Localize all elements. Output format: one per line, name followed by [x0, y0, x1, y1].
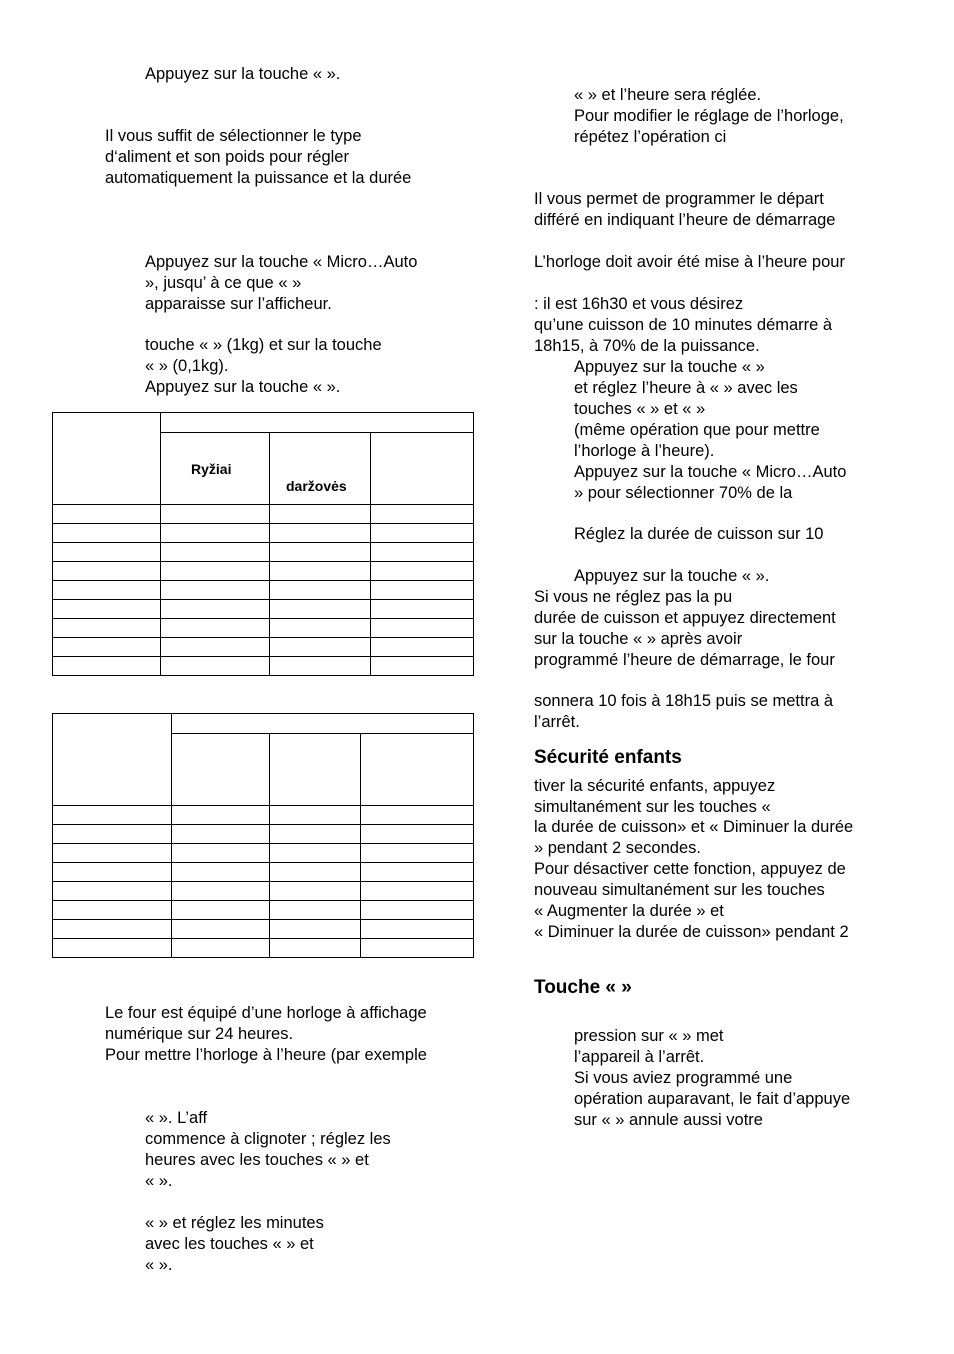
right-p3: L’horloge doit avoir été mise à l’heure pour	[534, 253, 845, 271]
right-p4-line3: 18h15, à 70% de la puissance.	[534, 337, 760, 355]
left-p3-line1: Appuyez sur la touche « Micro…Auto	[145, 253, 418, 271]
right-p8-line4: programmé l’heure de démarrage, le four	[534, 651, 835, 669]
left-p4-line3: Appuyez sur la touche « ».	[145, 378, 341, 396]
right-p4-line2: qu’une cuisson de 10 minutes démarre à	[534, 316, 833, 334]
left-p7-line2: avec les touches « » et	[145, 1235, 314, 1253]
food-table-1	[52, 412, 474, 676]
left-p2-line3: automatiquement la puissance et la durée	[105, 169, 412, 187]
right-p9-line1: sonnera 10 fois à 18h15 puis se mettra à	[534, 692, 834, 710]
left-p3-line2: », jusqu’ à ce que « »	[145, 274, 302, 292]
right-p11-line2: l’appareil à l’arrêt.	[574, 1048, 705, 1066]
right-p10-line5: Pour désactiver cette fonction, appuyez de	[534, 860, 846, 878]
right-p5-line1: Appuyez sur la touche « »	[574, 358, 765, 376]
right-p9-line2: l’arrêt.	[534, 713, 580, 731]
right-p10-line3: la durée de cuisson» et « Diminuer la durée	[534, 818, 854, 836]
right-p10-line7: « Augmenter la durée » et	[534, 902, 724, 920]
right-p5-line5: l’horloge à l’heure).	[574, 442, 715, 460]
right-p5-line3: touches « » et « »	[574, 400, 706, 418]
right-p10-line1: tiver la sécurité enfants, appuyez	[534, 777, 776, 795]
right-p2-line2: différé en indiquant l’heure de démarrage	[534, 211, 836, 229]
right-p8-line3: sur la touche « » après avoir	[534, 630, 743, 648]
right-p11-line5: sur « » annule aussi votre	[574, 1111, 763, 1129]
right-p10-line4: » pendant 2 secondes.	[534, 839, 701, 857]
left-p4-line2: « » (0,1kg).	[145, 357, 229, 375]
left-p7-line1: « » et réglez les minutes	[145, 1214, 324, 1232]
right-p11-line3: Si vous aviez programmé une	[574, 1069, 793, 1087]
right-p8-line2: durée de cuisson et appuyez directement	[534, 609, 836, 627]
table1-header-ryziai: Ryžiai	[191, 460, 232, 477]
right-p1-line1: « » et l’heure sera réglée.	[574, 86, 762, 104]
left-p6-line1: « ». L’aff	[145, 1109, 208, 1127]
right-p11-line1: pression sur « » met	[574, 1027, 724, 1045]
right-p5-line7: » pour sélectionner 70% de la	[574, 484, 793, 502]
left-p4-line1: touche « » (1kg) et sur la touche	[145, 336, 382, 354]
left-p6-line2: commence à clignoter ; réglez les	[145, 1130, 391, 1148]
right-p1-line3: répétez l’opération ci	[574, 128, 727, 146]
left-p2-line1: Il vous suffit de sélectionner le type	[105, 127, 362, 145]
left-p1: Appuyez sur la touche « ».	[145, 65, 341, 83]
left-p5-line3: Pour mettre l’horloge à l’heure (par exemple	[105, 1046, 427, 1064]
right-p5-line2: et réglez l’heure à « » avec les	[574, 379, 798, 397]
food-table-2	[52, 713, 474, 958]
left-p2-line2: d‘aliment et son poids pour régler	[105, 148, 349, 166]
right-p11-line4: opération auparavant, le fait d’appuye	[574, 1090, 851, 1108]
right-p1-line2: Pour modifier le réglage de l’horloge,	[574, 107, 844, 125]
left-p6-line3: heures avec les touches « » et	[145, 1151, 369, 1169]
heading-securite-enfants: Sécurité enfants	[534, 747, 682, 768]
right-p10-line6: nouveau simultanément sur les touches	[534, 881, 825, 899]
right-p10-line8: « Diminuer la durée de cuisson» pendant 2	[534, 923, 849, 941]
right-p2-line1: Il vous permet de programmer le départ	[534, 190, 824, 208]
left-p3-line3: apparaisse sur l’afficheur.	[145, 295, 332, 313]
right-p7: Appuyez sur la touche « ».	[574, 567, 770, 585]
left-p7-line3: « ».	[145, 1256, 173, 1274]
right-p5-line6: Appuyez sur la touche « Micro…Auto	[574, 463, 847, 481]
right-p10-line2: simultanément sur les touches «	[534, 798, 771, 816]
left-p5-line1: Le four est équipé d’une horloge à affichage	[105, 1004, 427, 1022]
table1-header-darzoves: daržovės	[286, 478, 347, 494]
right-p5-line4: (même opération que pour mettre	[574, 421, 820, 439]
right-p4-line1: : il est 16h30 et vous désirez	[534, 295, 744, 313]
right-p6: Réglez la durée de cuisson sur 10	[574, 525, 824, 543]
right-p8-line1: Si vous ne réglez pas la pu	[534, 588, 733, 606]
heading-touche: Touche « »	[534, 977, 632, 998]
left-p6-line4: « ».	[145, 1172, 173, 1190]
left-p5-line2: numérique sur 24 heures.	[105, 1025, 294, 1043]
